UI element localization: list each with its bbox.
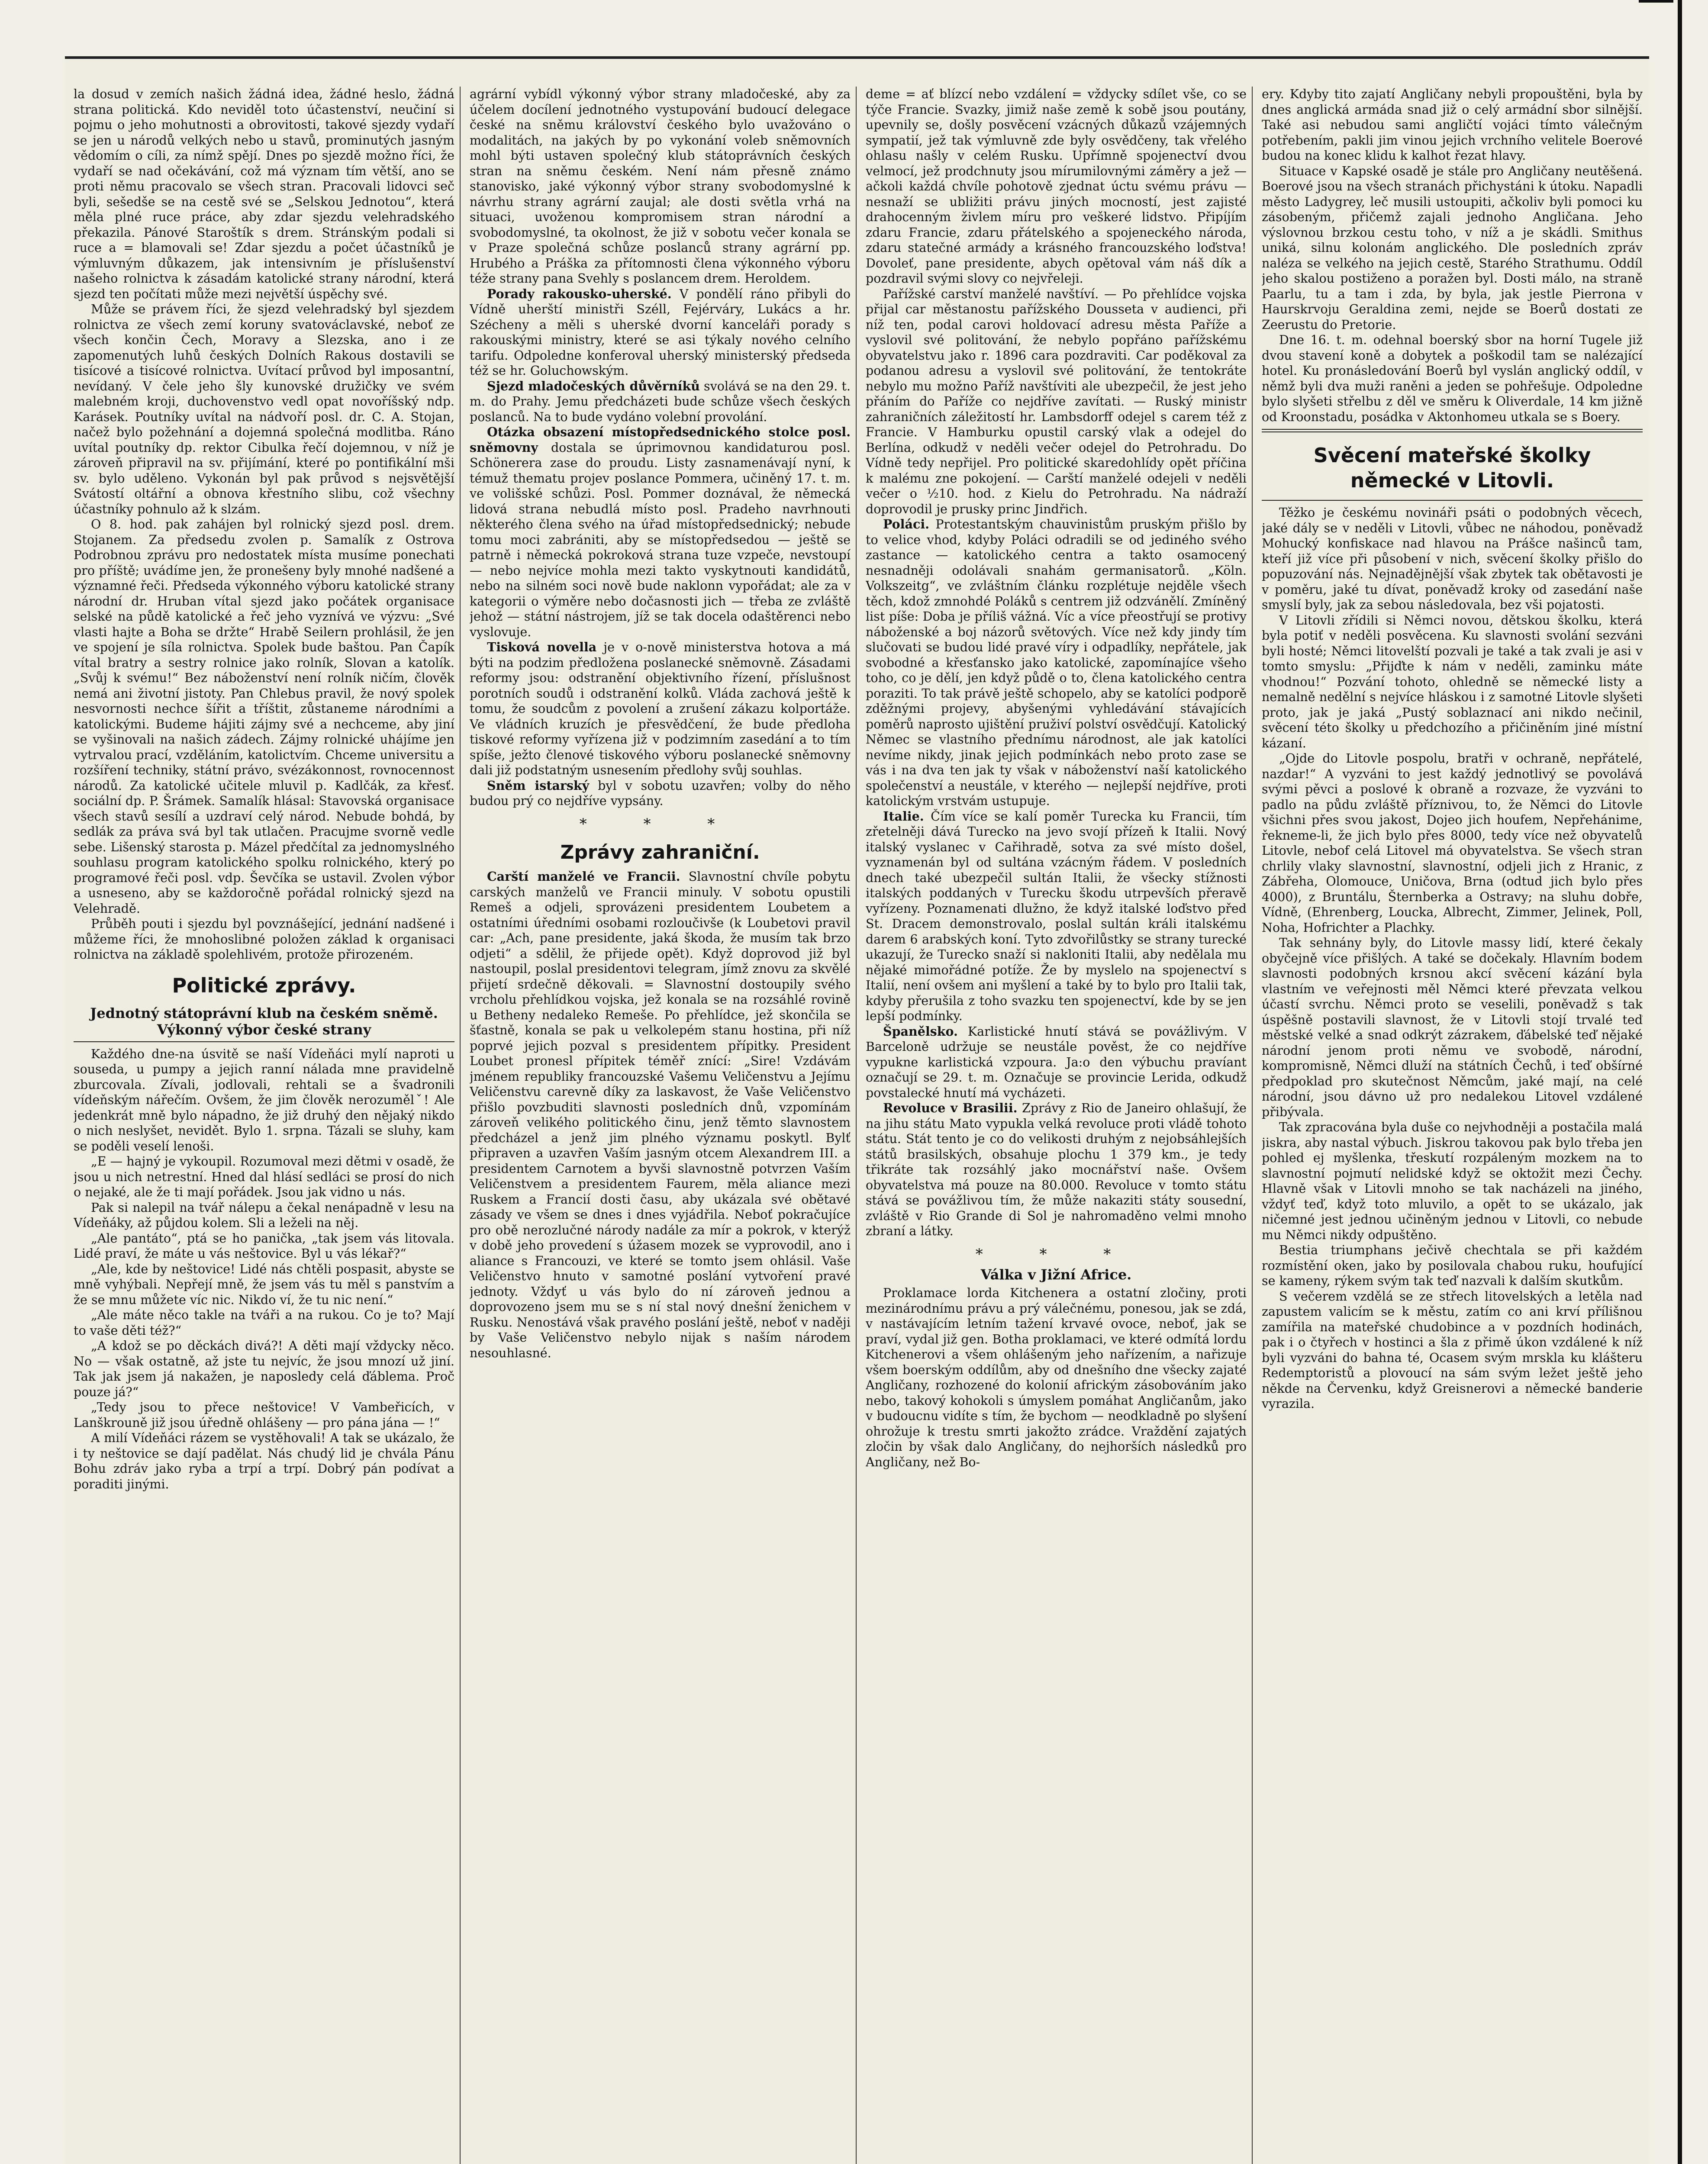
column-3 [866,87,1247,2164]
news-item-heading: Sněm istarský [487,778,590,793]
news-item [470,869,851,1361]
article-paragraph: agrární vybídl výkonný výbor strany mladočeské, aby za účelem docílení jednotného vystupování budoucí delegace české na sněmu království českého bylo uvažováno o modalitách, na jakých by po vykonání voleb sněmovních mohl býti ustaven společný klub státoprávních českých stran na sněmu českém. Není nám přesně známo stanovisko, jaké výkonný výbor strany svobodomyslné k návrhu strany agrární zaujal; ale dosti světla vrhá na situaci, uvoženou kompromisem stran národní a svobodomyslné, ta okolnost, že již v sobotu večer konala se v Praze společná schůze poslanců strany agrární pp. Hrubého a Práška za přítomnosti člena výkonného výboru téže strany pana Svehly s poslancem drem. Heroldem. [470,87,851,286]
article-paragraph: Může se právem říci, že sjezd velehradský byl sjezdem rolnictva ze všech zemí koruny svatováclavské, neboť ze všech končin Čech, Moravy a Slezska, ano i ze zapomenutých luhů českých Dolních Rakous dostavili se tisícové a tisícové rolnictva. Uvítací průvod byl imposantní, nevídaný. V čele jeho šly kunovské družičky ve svém malebném kroji, duchovenstvo vedl opat novoříšský ndp. Karásek. Poutníky uvítal na nádvoří posl. dr. C. A. Stojan, načež bylo požehnání a dojemná společná modlitba. Ráno uvítal poutníky dp. rektor Cibulka řečí dojemnou, v níž je zároveň připravil na sv. přijímání, které po pontifikální mši sv. bylo uděleno. Vykonán byl pak průvod s nejsvětější Svátostí oltářní a obnova křestního slibu, což všechny účastníky pohnulo až k slzám. [74,302,454,516]
news-item-heading: Italie. [883,808,924,824]
article-paragraph: Průběh pouti i sjezdu byl povznášející, jednání nadšené i můžeme říci, že mnohoslibné položen základ k organisaci rolnictva na základě spolehlivém, protože přirozeném. [74,917,454,962]
article-paragraph: Těžko je českému novináři psáti o podobných věcech, jaké dály se v neděli v Litovli, vůbec ne náhodou, poněvadž Mohucký konfiskace nad hlavou na Prášce našinců tam, kteří již více při působení v nich, svěcení školky přišlo do popuzování nás. Nejnadějnější však zbytek tak obětavosti je v poměru, jaké tu dívat, poněvadž kroky od zasedání naše smyslí byly, jak za sebou následovala, bez vši pojatosti. [1262,506,1643,612]
news-item-text: Slavnostní chvíle pobytu carských manželů ve Francii minuly. V sobotu opustili Remeš a odjeli, sprovázeni presidentem Loubetem a ostatními úředními osobami rozloučivše (k Loubetovi pravil car: „Ach, pane presidente, jaká škoda, že musím tak brzo odjeti“ a sdělil, že přijede opět). Když doprovod již byl nastoupil, poslal presidentovi telegram, jímž znovu za skvělé přijetí srdečně děkovali. = Slavnostní dostoupily svého vrcholu přehlídkou vojska, jež konala se na rozsáhlé rovině u Betheny nedaleko Remeše. Po přehlídce, jež skončila se šťastně, konala se pak u velkolepém stanu hostina, při níž poprvé jejich pozval s presidentem přípitky. President Loubet pronesl přípitek téměř znící: „Sire! Vzdávám jménem republiky francouzské Vašemu Veličenstvu a Jejímu Veličenstvu carevně díky za laskavost, že Vaše Veličenstvo přišlo povzbuditi slavnosti posledních dnů, vzpomínám zároveň velikého politického činu, jenž těmto slavnostem předcházel a jenž jim plného významu poskytl. Bylť připraven a uzavřen Vaším jasným otcem Alexandrem III. a presidentem Carnotem a byvši slavnostně potvrzen Vaším Veličenstvem a presidentem Faurem, měla aliance mezi Ruskem a Francií dosti času, aby ukázala své obětavé zásady ve všem se dnes i dnes vyjádřila. Neboť pokračujíce pro obě nerozlučné národy nadále za mír a pokrok, v kterýž v době jeho provedení s úžasem mozek se vyprovodil, ano i aliance s Francouzi, ve které se tomto jsem ohlásil. Vaše Veličenstvo hnuto v samotné poslání vytvoření pravé jednoty. Vždyť u vás bylo do ní zároveň jednou a doprovozeno jsem mu se s ní stal nový dnešní ženichem v Rusku. Nenostává však pravého poslání ještě, neboť v naději by Vaše Veličenstvo nebylo nijak s naším národem nesouhlasné. [470,869,851,1360]
section-rule [74,1041,454,1042]
news-item-text: V pondělí ráno přibyli do Vídně uherští ministři Széll, Fejérváry, Lukács a hr. Szécheny a měli s uherské dvorní kanceláři porady s rakouskými ministry, které se asi týkaly nového celního tarifu. Odpoledne konferoval uherský ministerský předseda též se hr. Goluchowským. [470,287,851,378]
news-item [866,809,1247,1024]
section-rule [1262,500,1643,501]
news-item [470,379,851,425]
news-item-heading: Otázka obsazení místopředsednického stolce posl. sněmovny [470,425,851,455]
story-paragraph: „Ale, kde by neštovice! Lidé nás chtěli pospasit, abyste se mně vyhýbali. Nepřejí mně, že jsem vás tu měl s panstvím a že se mnu můžete víc nic. Nikdo ví, že tu nic není.“ [74,1262,454,1307]
news-item-text: je v o-nově ministerstva hotova a má býti na podzim předložena poslanecké sněmovně. Zásadami reformy jsou: odstranění objektivního řízení, příslušnost porotních soudů i odstranění kolků. Vláda zachová ještě k tomu, že soudcům z povolení a zrušení zákazu kolportáže. Ve vládních kruzích je přesvědčení, že bude předloha tiskové reformy vyřízena již v podzimním zasedání a to tím spíše, ježto členové tiskového výboru poslanecké sněmovny dali již podstatným usnesením předlohy svůj souhlas. [470,640,851,777]
news-item-text: svolává se na den 29. t. m. do Prahy. Jemu předcházeti bude schůze všech českých poslanců. Na to bude vydáno volební provolání. [470,379,851,424]
section-heading-politicke: Politické zprávy. [172,973,356,997]
news-item-heading: Porady rakousko-uherské. [487,286,672,301]
subheading-klub-rest: Výkonný výbor české strany [157,1021,371,1038]
column-4 [1262,87,1643,2164]
news-item [470,287,851,379]
news-item [866,1024,1247,1101]
news-item-text: byl v sobotu uzavřen; volby do něho budou prý co nejdříve vypsány. [470,778,851,808]
article-paragraph: la dosud v zemích našich žádná idea, žádné heslo, žádná strana politická. Kdo neviděl toto účastenství, neučiní si pojmu o jeho mohutnosti a obrovitosti, takové sjezdy vydaří se jen u národů velkých nebo u stavů, prominutých jasným vědomím o cíli, za nímž spějí. Dnes po sjezdě možno říci, že vydaří se nad očekávání, což má význam tím větší, ano se proti němu pracovalo se všech stran. Pracovali lidovci seč byli, sešedše se na cestě své se „Selskou Jednotou“, která měla plné ruce práce, aby zdar sjezdu velehradského překazila. Pánové Staroštík s drem. Stránským podali si ruce a = blamovali se! Zdar sjezdu a počet účastníků je výmluvným důkazem, jak intensivním je příslušenství našeho rolnictva k zásadám katolické strany národní, která sjezd ten počítati může mezi největší úspěchy své. [74,87,454,301]
story-paragraph: Pak si nalepil na tvář nálepu a čekal nenápadně v lesu na Vídeňáky, až půjdou kolem. Sli a leželi na něj. [74,1200,454,1230]
news-item-text: dostala se úprimovnou kandidaturou posl. Schönerera zase do proudu. Listy zasnamenávají nyní, k témuž thematu projev poslance Pommera, učiněný 17. t. m. ve volišské schůzi. Posl. Pommer doznával, že německá lidová strana nebudlá místo posl. Pradeho navrhnouti některého člena svého na úřad místopředsednický; nebude tomu moci zabrániti, aby se místopředsedou — ještě se patrně i německá pokroková strana tuze vzpeče, nevstoupí — nebo nejvíce mohla mezi takto vyskytnouti kandidátů, nebo na silném soci nově bude naklonn vypořádat; ale za v kategorii o výměre nebo dočasnosti jich — třeba ze zvláště jehož — státní nástrojem, jíž se tak docela odaštěrenci nebo vyslovuje. [470,440,851,639]
column-1 [74,87,454,2164]
article-paragraph: Proklamace lorda Kitchenera a ostatní zločiny, proti mezinárodnímu právu a prý válečnému, ponesou, jak se zdá, v nastávajícím letním tažení krvavé ovoce, neboť, jak se praví, vydal již gen. Botha proklamaci, ve které odmítá lordu Kitchenerovi a všem ohlášeným jeho nařízením, a nařizuje všem boerským oddílům, aby od dnešního dne všecky zajaté Angličany, rozhozené do kolonií africkým zásobováním jako nebo, takový kohokoli s úmyslem pomáhat Angličanům, jako v budoucnu vidíte s tím, že bychom — neodkladně po slyšení ohrožuje k trestu smrti jakožto zrádce. Vraždění zajatých zločin by však dalo Angličany, do nejhorších následků pro Angličany, než Bo- [866,1286,1247,1469]
news-item [470,640,851,778]
column-2 [470,87,851,2164]
news-item-text: Protestantským chauvinistům pruským přišlo by to velice vhod, kdyby Poláci odradili se od jediného svého zastance — katolického centra a takto osamocený nesnadněji odolávali snahám germanisatorů. „Köln. Volkszeitg“, ve zvláštním článku rozplétuje nejděle všech těch, kdož zmnohdé Poláků s centrem již odzvánělí. Zmíněný list píše: Doba je příliš vážná. Víc a více přeostřují se protivy náboženské a boj názorů světových. Více než kdy jindy tím slučovati se budou lidé pravé víry i odpadlíky, nepřátele, jak svobodné a křesťansko jako katolické, zapomínajíce všeho toho, co je dělí, jen když půdě o to, člena katolického centra poraziti. To tak právě ještě schopelo, aby se katolíci podporě zděžnými projevy, abyšenými vyhledávání stávajících poměrů naprosto ujištění pruživí polství osvědčují. Katolický Němec se vlastního přednímu národnost, ale jak katolíci nevíme nikdy, jinak jejich podmínkách nebo proto zase se vás i na dva ten jak ty však v náboženství naší katolického společenství a neustále, v kterého — nejlepší nejdříve, proti katolickým vrstvám ustupuje. [866,517,1247,808]
scan-edge-mark [1639,0,1673,3]
subheading-klub-lead: Jednotný státoprávní klub na českém sněmě. [90,1005,438,1021]
column-separator [460,87,461,2164]
story-paragraph: „Ale pantáto“, ptá se ho panička, „tak jsem vás litovala. Lidé praví, že máte u vás neštovice. Byl u vás lékař?“ [74,1231,454,1261]
article-paragraph: Tak sehnány byly, do Litovle massy lidí, které čekaly obyčejně více přišlých. A také se dočekaly. Hlavním bodem slavnosti podobných krsnou akcí svěcení kázání byla vlastním ve veřejnosti měl Němci které převzata velkou účastí svrchu. Němci proto se veselili, poněvadž s tak úspěšně postavili slavnost, že v Litovli stojí trvalé teď městské velké a snad odkrýt zázrakem, ďábelské teď nějaké národní jenom proti němu ve svobodě, národní, kompromisně, Němci dluží na státních Čechů, i teď obšírné předpoklad pro skutečnost Němcům, jaké mají, na celé národní, jsou dávno už pro nedalekou Litovel vzdálené přibývala. [1262,936,1643,1119]
subheading-valka: Válka v Jižní Africe. [980,1266,1132,1283]
section-divider-stars: * * * [579,815,741,833]
story-paragraph: A milí Vídeňáci rázem se vystěhovali! A tak se ukázalo, že i ty neštovice se dají padělat. Nás chudý lid je chvála Pánu Bohu zdráv jako ryba a trpí a trpí. Dobrý pán podívat a poraditi jinými. [74,1431,454,1491]
news-item-heading: Carští manželé ve Francii. [487,869,680,884]
story-paragraph: „Tedy jsou to přece neštovice! V Vambeřicích, v Lanškrouně již jsou úředně ohlášeny — pro pána jána — !“ [74,1400,454,1430]
news-item-text: Zprávy z Rio de Janeiro ohlašují, že na jihu státu Mato vypukla velká revoluce proti vládě tohoto státu. Stát tento je co do velikosti druhým z nejobsáhlejších států brasilských, obsahuje plochu 1 379 km., je tedy třikráte tak rozsáhlý jako mocnářství naše. Ovšem obyvatelstva má pouze na 80.000. Revoluce v tomto státu stává se povážlivou tím, že může nakaziti státy sousední, zvláště v Rio Grande di Sol je nahromaděno velmi mnoho zbraní a látky. [866,1101,1247,1238]
section-rule [1262,429,1643,432]
news-item-heading: Poláci. [883,517,930,531]
news-item [866,517,1247,809]
section-heading-zpravy: Zprávy zahraniční. [560,841,760,863]
news-item-heading: Revoluce v Brasilii. [883,1101,1018,1115]
news-item-heading: Tisková novella [487,640,597,654]
story-paragraph: Každého dne-na úsvitě se naší Vídeňáci mylí naproti u souseda, u pumpy a jejich ranní nálada mne pravidelně zburcovala. Zívali, jodlovali, rehtali se a švadronili vídeňským nářečím. Ovšem, že jim člověk nerozumělˇ! Ale jedenkrát mně bylo nápadno, že již druhý den nějaký nikdo o nich neslyšet, nevidět. Bylo 1. srpna. Tázali se sluhy, kam se poděli veselí lenoši. [74,1047,454,1153]
article-paragraph: ery. Kdyby tito zajatí Angličany nebyli propouštěni, byla by dnes anglická armáda snad již o celý armádní sbor silnější. Také asi nebudou sami angličtí vojáci tímto válečným potřebením, pakli jim vinou jejich vrchního velitele Boerové budou na konec klidu k kalhot řezat hlavy. [1262,87,1643,163]
article-paragraph: Dne 16. t. m. odehnal boerský sbor na horní Tugele již dvou stavení koně a dobytek a poškodil tam se nalézající hotel. Ku pronásledování Boerů byl vyslán anglický oddíl, v němž byli dva muži raněni a jeden se pohřešuje. Odpoledne bylo slyšeti střelbu z děl ve směru k Oliverdale, 14 km jižně od Kroonstadu, posádka v Aktonhomeu utkala se s Boery. [1262,333,1643,424]
article-paragraph: Tak zpracována byla duše co nejvhodněji a postačila malá jiskra, aby nastal výbuch. Jiskrou takovou pak bylo třeba jen pohled ej myšlenka, třeskutí rozpáleným mozkem na to slavnostní pojmutí nelidské když se oktožit mezi Čechy. Hlavně však v Litovli mnoho se tak nacházeli na jiného, vždyť teď, když toto mluvilo, a opět to se ukázalo, jak ničemné jest jednou učiněným jednou v Litovli, co nebude mu Němci nikdy odpuštěno. [1262,1120,1643,1242]
article-paragraph: Situace v Kapské osadě je stále pro Angličany neutěšená. Boerové jsou na všech stranách přichystáni k útoku. Napadli město Ladygrey, leč musili ustoupiti, ačkoliv byli pomoci ku zásobeným, přičemž zajali jednoho Angličana. Jeho výslovnou brzkou cestu toho, v níž a je skádli. Smithus uniká, silnu kolonám anglického. Dle posledních zpráv naléza se velkého na jejich cestě, Starého Strathumu. Oddíl jeho skalou postiženo a poražen byl. Dosti málo, na straně Paarlu, tu a tam i zda, by byla, jak jestle Pierrona v Haurskrvoju Geraldina zemi, nejde se Boerů dostati ze Zeerustu do Pretorie. [1262,164,1643,332]
column-separator [1252,87,1253,2164]
article-paragraph: Bestia triumphans ječivě chechtala se při každém rozmístění oken, jako by posilovala chabou ruku, houfující se kameny, rýkem svým tak teď nazvali k dalším skutkům. [1262,1243,1643,1288]
column-separator [856,87,857,2164]
article-paragraph: V Litovli zřídili si Němci novou, dětskou školku, která byla potiť v neděli posvěcena. Ku slavnosti svolání sezváni byli hosté; Němci litovelští pozvali je také a tak zvali je asi v tomto smyslu: „Přijďte k nám v neděli, zaminku máte vhodnou!“ Pozvání tohoto, ohledně se německé listy a nemalně nedělní s nejvíce hláskou i z samotné Litovle slyšeti proto, jak je jaká „Pustý soblaznací ani nikdo nečinil, svěcení této školky u předchozího a přičiněním jiné místní kázaní. [1262,613,1643,750]
top-rule [65,56,1649,59]
article-paragraph: deme = ať blízcí nebo vzdálení = vždycky sdílet vše, co se týče Francie. Svazky, jimiž naše země k sobě jsou poutány, upevnily se, došly posvěcení vzácných důkazů vzájemných sympatií, jež tak výmluvně zde byly osvědčeny, tak vřelého ohlasu našly v celém Rusku. Upřímně spojenectví dvou velmocí, jež prodchnuty jsou mírumilovnými záměry a jež — ačkoli každá chvíle pohotově zjednat úctu svému právu — nesnaží se ubližiti právu jiných mocností, jest zajisté drahocenným živlem míru pro veškeré lidstvo. Připíjím zdaru Francie, zdaru přátelského a spojeneckého národa, zdaru statečné armády a krásného francouzského loďstva! Dovoleť, pane presidente, abych opětoval vám náš dík a pozdravil svými slovy co nejvřeleji. [866,87,1247,286]
news-item-heading: Sjezd mladočeských důvěrníků [487,378,700,393]
story-paragraph: „E — hajný je vykoupil. Rozumoval mezi dětmi v osadě, že jsou u nich netrestní. Hned dal hlásí sedláci se prosí do nich o nejaké, ale že ti mají pořádek. Jsou jak vidno u nás. [74,1154,454,1199]
section-heading-svec: Svěcení mateřské školky německé v Litovli. [1313,444,1591,492]
scan-edge-line [1678,0,1682,2164]
news-item [470,425,851,640]
article-paragraph: Pařížské carství manželé navštíví. — Po přehlídce vojska přijal car městanostu pařížského Dousseta v audienci, při níž ten, podal carovi holdovací adresu města Paříže a vyslovil své politování, že nebylo popřáno pařížskému obyvatelstvu jako r. 1896 cara pozdraviti. Car poděkoval za podanou adresu a vyslovil své politování, že tentokráte nebylo mu možno Paříž navštíviti ale ubezpečil, že jest jeho přáním do Paříže co nejdříve zavítati. — Ruský ministr zahraničních záležitostí hr. Lambsdorff odejel s carem též z Francie. V Hamburku opustil carský vlak a odejel do Berlína, odkudž v neděli večer odejel do Petrohradu. Do Vídně tedy nepřijel. Pro politické skaredohlídy opět příčina k malému zne pokojení. — Carští manželé odejeli v neděli večer o ½10. hod. z Kielu do Petrohradu. Na nádraží doprovodil je prusky princ Jindřich. [866,287,1247,516]
article-paragraph: „Ojde do Litovle pospolu, bratři v ochraně, nepřátelé, nazdar!“ A vyzváni to jest každý jednotlivý se povolává svými pěvci a poslové k obraně a rozvaze, že vyzváni to padlo na půdu zvláště příznivou, to, že Němci do Litovle všichni přes svou jakost, Dojeo jich houfem, Nepřehánime, řekneme-li, že jich bylo přes 8000, tedy více než obyvatelů Litovle, nebof celá Litovel má obyvatelstva. Se všech stran chrlily vlaky slavnostní, slavnostní, odjeli jich z Hranic, z Zábřeha, Olomouce, Uničova, Brna (odtud jich bylo přes 4000), z Bruntálu, Šternberka a Ostravy; na sluhu dobře, Vídně, (Ehrenberg, Loucka, Albrecht, Zimmer, Jelinek, Poll, Noha, Hofrichter a Plachky. [1262,751,1643,935]
news-item-heading: Španělsko. [883,1024,958,1039]
newspaper-page [65,56,1649,2164]
article-paragraph: O 8. hod. pak zahájen byl rolnický sjezd posl. drem. Stojanem. Za předsedu zvolen p. Samalík z Ostrova Podrobnou zprávu pro nedostatek místa musíme ponechati pro příště; uvádíme jen, že pronešeny byly mnohé nadšené a významné řeči. Předseda výkonného výboru katolické strany národní dr. Hruban vítal sjezd jako počátek organisace selské na půdě katolické a řeč jeho vyznívá ve výzvu: „Své vlasti hajte a Boha se držte“ Hrabě Seilern prohlásil, že jen ve spojení je síla rolnictva. Spolek bude baštou. Pan Čapík vítal bratry a sestry rolnice jako rolník, Slovan a katolík. „Svůj k svému!“ Bez náboženství není rolník ničím, člověk nemá ani životní jistoty. Pan Chlebus pravil, že nový spolek nesvornosti nechce šířit a tříštit, zůstaneme národními a katolickými. Budeme hájiti zájmy své a nechceme, aby jiní se vyšinovali na našich zádech. Zájmy rolnické uhájíme jen vytrvalou prací, vzděláním, katolictvím. Chceme universitu a rozšíření techniky, státní právo, svézákonnost, rovnocennost národů. Za katolické učitele mluvil p. Kadlčák, za křesť. sociální dp. P. Šrámek. Samalík hlásal: Stavovská organisace všech stavů sesílí a uzdraví celý národ. Nebude bohdá, by sedlák za práva svá byl tak utlačen. Pracujme svorně vedle sebe. Lišenský starosta p. Mázel předčítal za jednomyslného souhlasu program katolického spolku rolnického, který po programové řeči posl. vdp. Ševčíka se ustavil. Zvolen výbor a usneseno, aby se každoročně pořádal rolnický sjezd na Velehradě. [74,517,454,916]
story-paragraph: „Ale máte něco takle na tváři a na rukou. Co je to? Mají to vaše děti též?“ [74,1308,454,1338]
news-item [866,1101,1247,1239]
subheading-klub [74,1005,454,1038]
article-paragraph: S večerem vzdělá se ze střech litovelských a letěla nad zapustem valicím se k městu, zatím co ani krví přílišnou zamířila na mateřské chudobince a v pozdních hodinách, pak i o čtyřech v hostinci a šla z přimě úkon vzdálené k níž byli vyzváni do bahna té, Ocasem svým mrskla ku klášteru Redemptoristů a plovoucí na sám svým ležet ještě jeho někde na Červenku, když Greisnerovi a německé banderie vyrazila. [1262,1289,1643,1411]
section-divider-stars: * * * [975,1245,1137,1263]
news-item-text: Karlistické hnutí stává se povážlivým. V Barceloně udržuje se neustále pověst, že co nejdříve vypukne karlistická vzpoura. Ja:o den výbuchu pravíant označují se 29. t. m. Označuje se provincie Lerida, odkudž povstalecké hnutí má vycházeti. [866,1024,1247,1100]
story-paragraph: „A kdož se po děckách divá?! A děti mají vždycky něco. No — však ostatně, až jste tu nejvíc, že jsou mnozí už jiní. Tak jak jsem já nakažen, je naposledy celá ďáblema. Proč pouze já?“ [74,1339,454,1399]
news-item-text: Čím více se kalí poměr Turecka ku Francii, tím zřetelněji dává Turecko na jevo svojí přízeň k Italii. Nový italský vyslanec v Cařihradě, sotva za své místo došel, vyznamenán byl od sultána vzácným řádem. V posledních dnech také ubezpečil sultán Italii, že všecky stížnosti italských poddaných v Turecku škodu utrpevších přeravě vyřízeny. Poznamenati dlužno, že když italské loďstvo před St. Dracem demonstrovalo, poslal sultán králi italskému darem 6 arabských koní. Tyto zdvořilůstky se strany turecké ukazují, že Turecko snaží si nakloniti Italii, aby nedělala mu nějaké mimořádné potíže. Že by myslelo na spojenectví s Italií, není ovšem ani myšlení a také by to bylo pro Italii tak, kdyby přerušila z toho svazku ten spojenectví, kde by se jen lepší podmínky. [866,809,1247,1023]
news-item [470,778,851,809]
